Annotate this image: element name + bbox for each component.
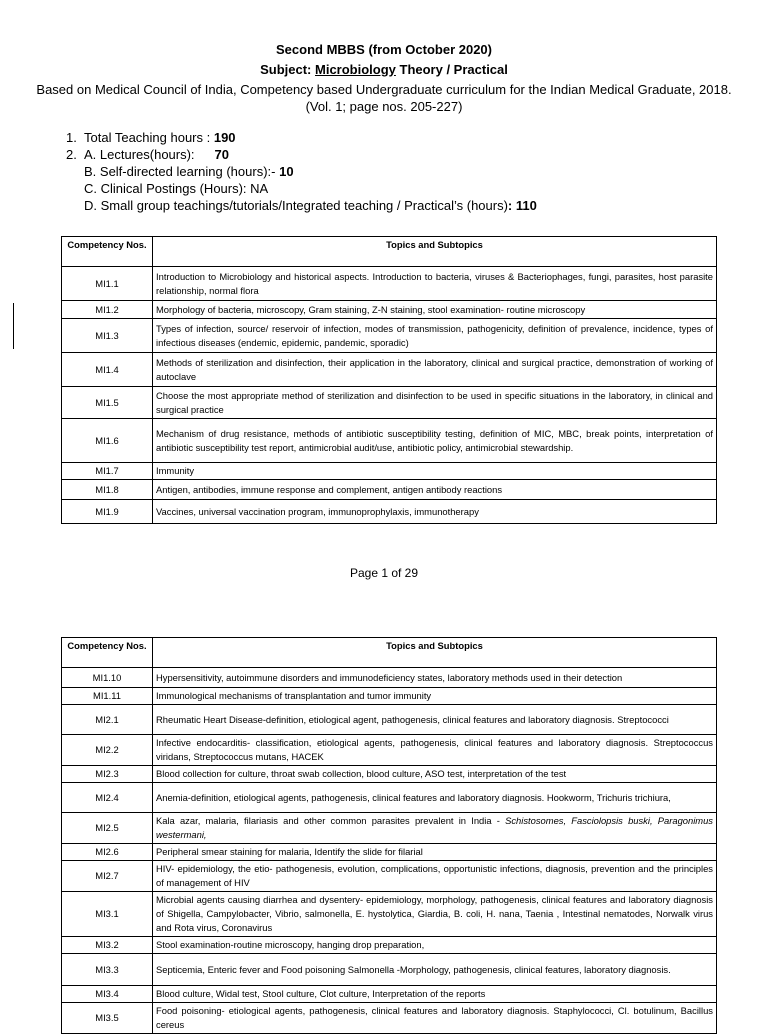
topic-text: Immunological mechanisms of transplantation and tumor immunity [153,688,717,705]
table-row [62,937,717,954]
topic-text: Methods of sterilization and disinfection, their application in the laboratory, clinical and surgical practice, demonstration of working of autoclave [153,353,717,387]
topic-text: Introduction to Microbiology and historical aspects. Introduction to bacteria, viruses & Bacteriophages, fungi, parasites, host parasite relationship, normal flora [153,267,717,301]
total-hours-label: Total Teaching hours : [84,130,214,145]
table-row [62,301,717,319]
teaching-hours-summary [66,129,537,214]
competency-code: MI1.1 [62,267,153,301]
table-row [62,813,717,844]
table-row [62,500,717,524]
competency-code: MI2.5 [62,813,153,844]
competency-code: MI3.4 [62,986,153,1003]
table-row [62,387,717,419]
competency-code: MI2.4 [62,783,153,813]
subject-name: Microbiology [315,62,396,77]
table-row [62,735,717,766]
topic-text: Vaccines, universal vaccination program, immunoprophylaxis, immunotherapy [153,500,717,524]
list-number: 2. [66,147,77,162]
document-header [0,40,768,115]
competency-code: MI2.6 [62,844,153,861]
competency-code: MI1.8 [62,480,153,500]
self-directed-value: 10 [279,164,294,179]
competency-code: MI3.1 [62,892,153,937]
competency-code: MI2.7 [62,861,153,892]
clinical-postings-row [66,180,537,197]
col-header-competency: Competency Nos. [62,237,153,267]
competency-code: MI1.6 [62,419,153,463]
topic-text: Infective endocarditis- classification, etiological agents, pathogenesis, clinical features and laboratory diagnosis. Streptococcus viridans, Streptococcus mutans, HACEK [153,735,717,766]
subject-title [0,60,768,80]
table-row [62,844,717,861]
competency-code: MI1.4 [62,353,153,387]
table-row [62,267,717,301]
topic-text: Morphology of bacteria, microscopy, Gram staining, Z-N staining, stool examination- routine microscopy [153,301,717,319]
topic-text: Microbial agents causing diarrhea and dysentery- epidemiology, morphology, pathogenesis, clinical features and laboratory diagnosis of Shigella, Campylobacter, Vibrio, salmonella, E. hystolytica, Giardia, B. coli, H. nana, Taenia , Intestinal nematodes, Norwalk virus and Rota virus, Coronavirus [153,892,717,937]
topic-text: Antigen, antibodies, immune response and complement, antigen antibody reactions [153,480,717,500]
col-header-competency: Competency Nos. [62,638,153,668]
lecture-hours-value: 70 [214,147,230,162]
table-row [62,892,717,937]
table-row [62,1003,717,1034]
program-title: Second MBBS (from October 2020) [276,42,492,57]
competency-code: MI3.5 [62,1003,153,1034]
competency-code: MI1.10 [62,668,153,688]
table-row [62,668,717,688]
clinical-postings-label: C. Clinical Postings (Hours): NA [84,181,269,196]
small-group-label: D. Small group teachings/tutorials/Integrated teaching / Practical’s (hours) [84,198,508,213]
competency-code: MI2.1 [62,705,153,735]
table-row [62,319,717,353]
topic-text-plain: Kala azar, malaria, filariasis and other common parasites prevalent in India - [156,815,500,826]
competency-code: MI1.11 [62,688,153,705]
table-row [62,463,717,480]
competency-code: MI2.2 [62,735,153,766]
topic-text: Blood collection for culture, throat swab collection, blood culture, ASO test, interpretation of the test [153,766,717,783]
subject-prefix: Subject: [260,62,315,77]
topic-text: Types of infection, source/ reservoir of infection, modes of transmission, pathogenicity, definition of prevalence, incidence, types of infectious diseases (endemic, epidemic, pandemic, sporadic) [153,319,717,353]
topic-text: Immunity [153,463,717,480]
topic-text [153,813,717,844]
col-header-topics: Topics and Subtopics [153,638,717,668]
self-directed-row [66,163,537,180]
topic-text: Choose the most appropriate method of sterilization and disinfection to be used in specific situations in the laboratory, in clinical and surgical practice [153,387,717,419]
margin-change-bar [13,303,14,349]
topic-text: Stool examination-routine microscopy, hanging drop preparation, [153,937,717,954]
topic-text-italic: Schistosomes, Fasciolopsis buski, Paragonimus westermani, [156,815,713,840]
table-row [62,766,717,783]
small-group-row [66,197,537,214]
topic-text: Peripheral smear staining for malaria, Identify the slide for filarial [153,844,717,861]
competency-table-1 [61,236,717,524]
topic-text: Food poisoning- etiological agents, pathogenesis, clinical features and laboratory diagnosis. Staphylococci, Cl. botulinum, Bacillus cereus [153,1003,717,1034]
topic-text: Mechanism of drug resistance, methods of antibiotic susceptibility testing, definition of MIC, MBC, break points, interpretation of antibiotic susceptibility test report, antimicrobial audit/use, antibiotic policy, antimicrobial stewardship. [153,419,717,463]
table-header-row [62,237,717,267]
table-row [62,353,717,387]
table-row [62,954,717,986]
table-row [62,688,717,705]
table-row [62,783,717,813]
table-row [62,480,717,500]
competency-code: MI1.2 [62,301,153,319]
competency-code: MI1.3 [62,319,153,353]
topic-text: Septicemia, Enteric fever and Food poisoning Salmonella -Morphology, pathogenesis, clinical features, laboratory diagnosis. [153,954,717,986]
competency-table-2 [61,637,717,1034]
lecture-hours-label: A. Lectures(hours): [84,147,195,162]
lecture-hours-row [66,146,537,163]
total-hours-row [66,129,537,146]
competency-code: MI3.3 [62,954,153,986]
total-hours-value: 190 [213,130,236,145]
table-row [62,861,717,892]
topic-text: Anemia-definition, etiological agents, pathogenesis, clinical features and laboratory diagnosis. Hookworm, Trichuris trichiura, [153,783,717,813]
curriculum-basis: Based on Medical Council of India, Competency based Undergraduate curriculum for the Indian Medical Graduate, 2018. (Vol. 1; page nos. 205-227) [36,82,732,114]
small-group-value: : 110 [507,198,537,213]
subject-suffix: Theory / Practical [395,62,508,77]
competency-code: MI2.3 [62,766,153,783]
page-number: Page 1 of 29 [349,566,419,580]
self-directed-label: B. Self-directed learning (hours):- [84,164,280,179]
table-row [62,705,717,735]
table-header-row [62,638,717,668]
topic-text: HIV- epidemiology, the etio- pathogenesis, evolution, complications, opportunistic infections, diagnosis, prevention and the principles of management of HIV [153,861,717,892]
competency-code: MI1.9 [62,500,153,524]
topic-text: Blood culture, Widal test, Stool culture, Clot culture, Interpretation of the reports [153,986,717,1003]
topic-text: Hypersensitivity, autoimmune disorders and immunodeficiency states, laboratory methods used in their detection [153,668,717,688]
col-header-topics: Topics and Subtopics [153,237,717,267]
competency-code: MI3.2 [62,937,153,954]
list-number: 1. [66,130,77,145]
table-row [62,419,717,463]
competency-code: MI1.7 [62,463,153,480]
table-row [62,986,717,1003]
competency-code: MI1.5 [62,387,153,419]
topic-text: Rheumatic Heart Disease-definition, etiological agent, pathogenesis, clinical features and laboratory diagnosis. Streptococci [153,705,717,735]
